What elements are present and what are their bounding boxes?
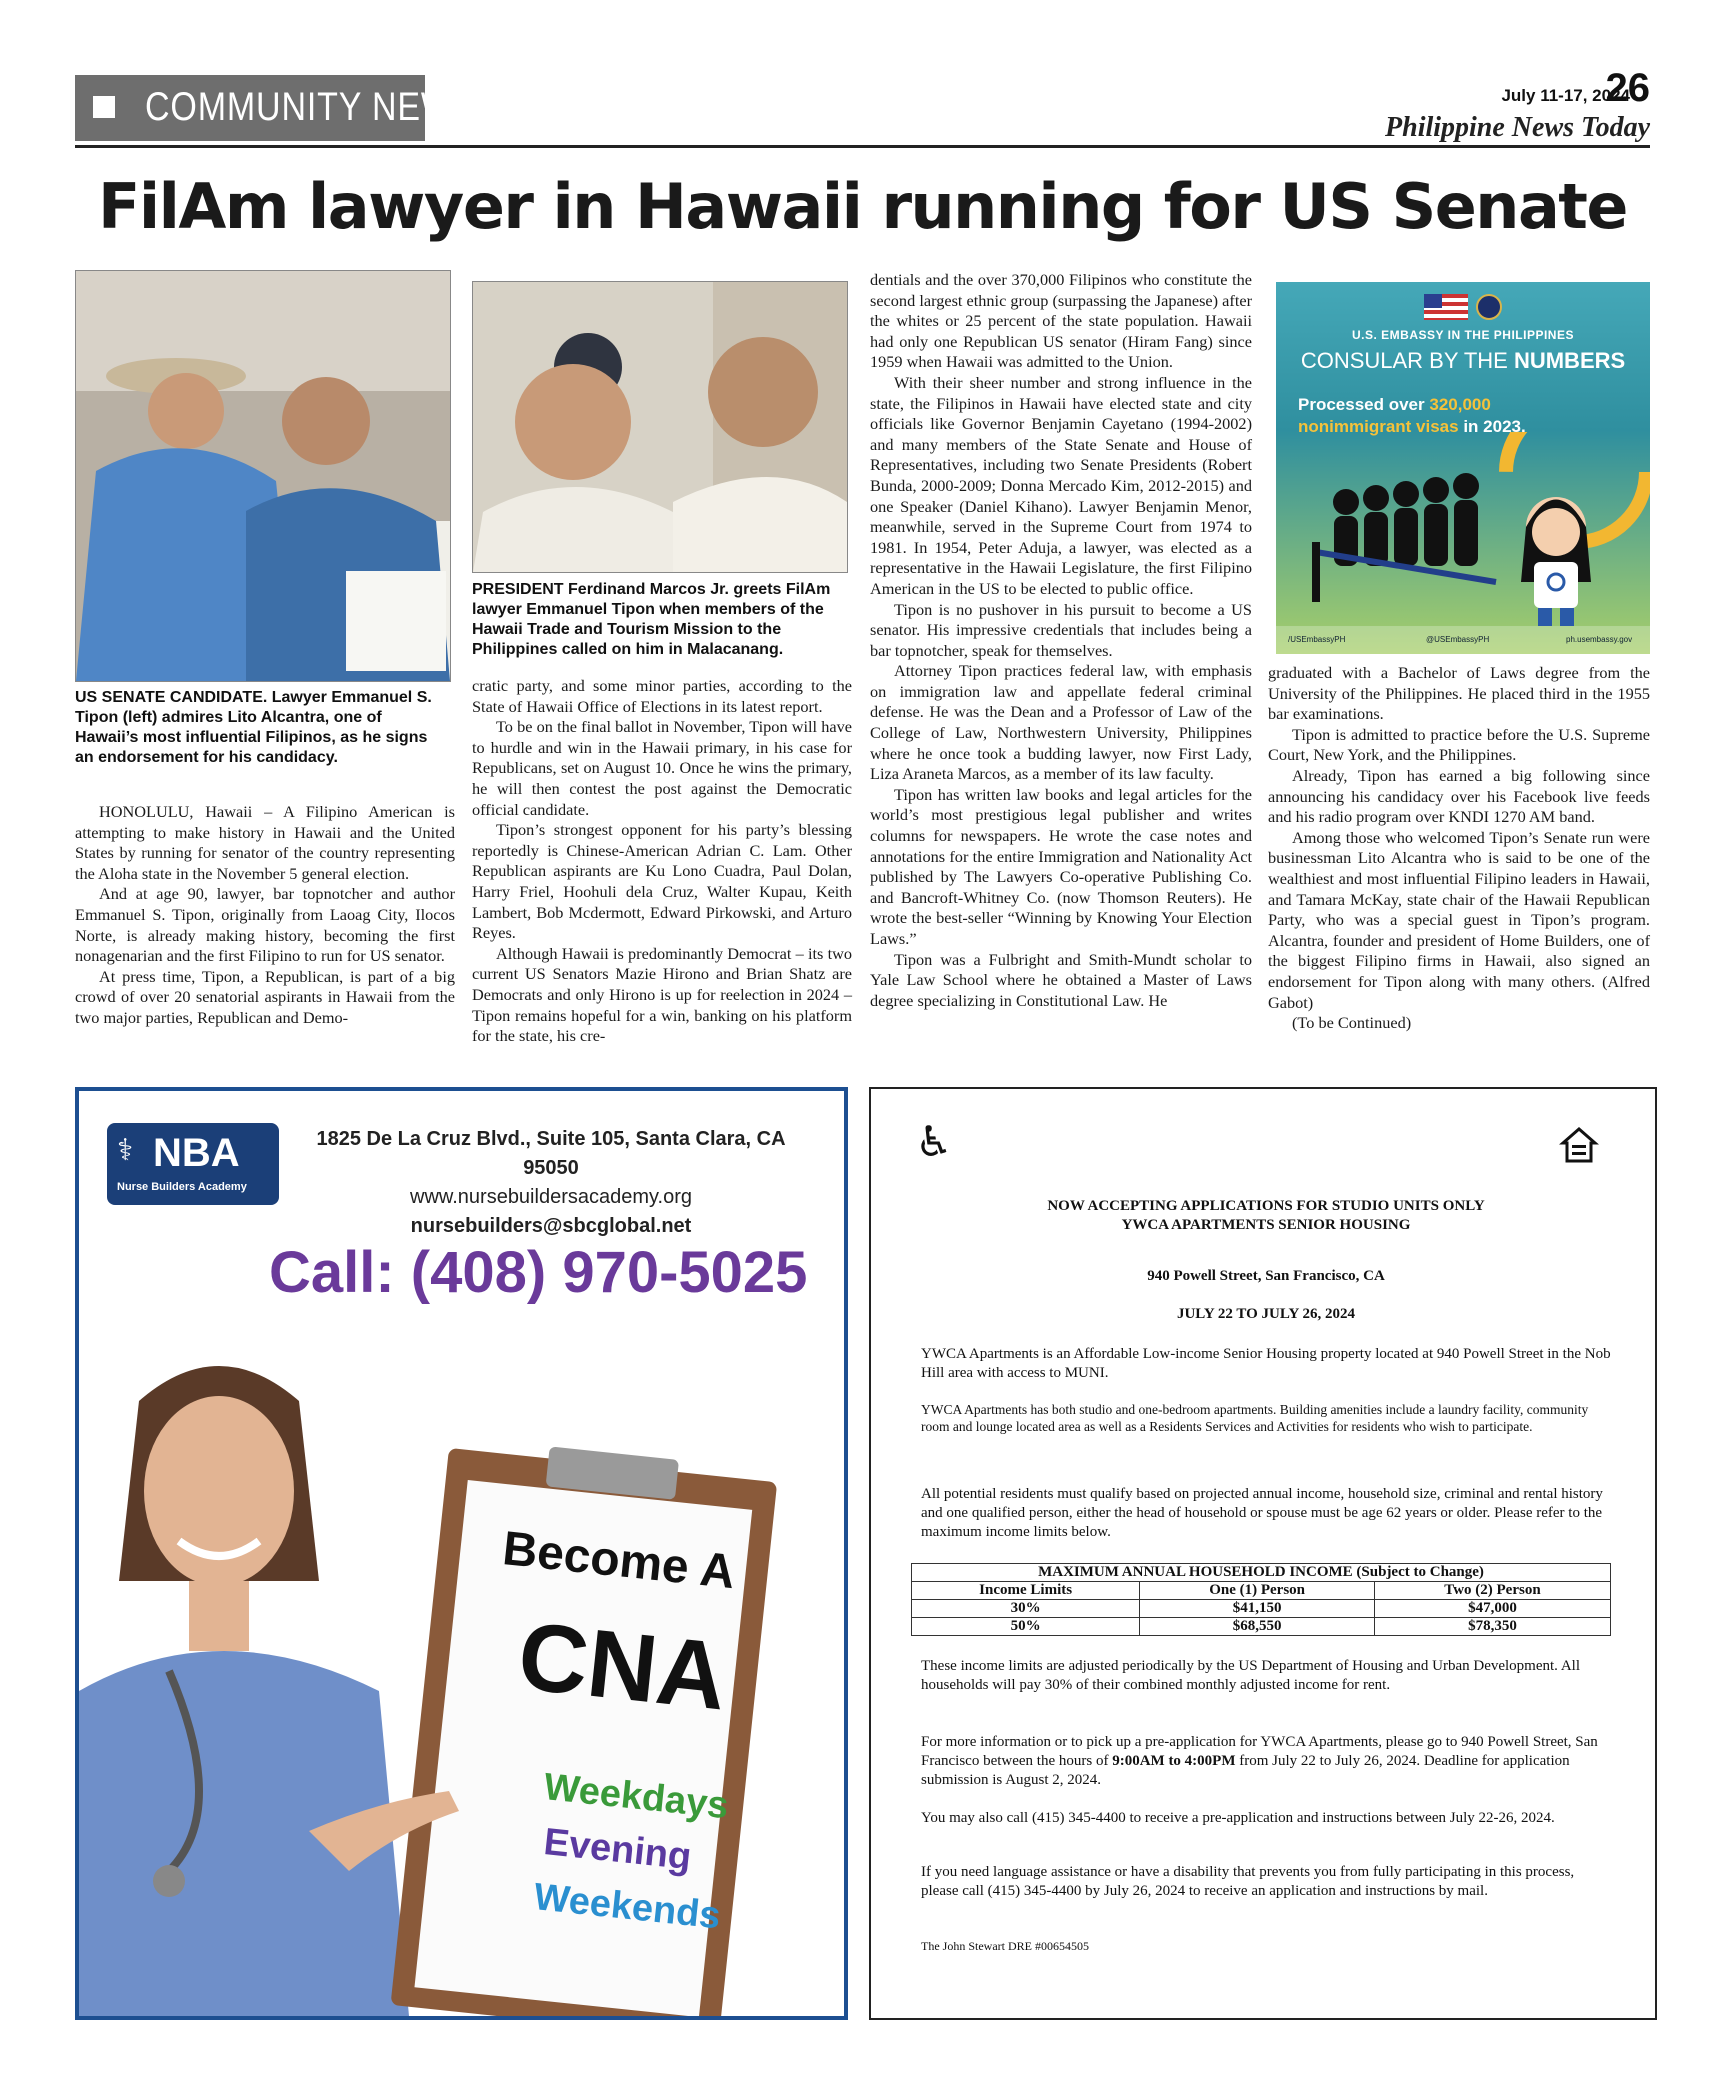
ywca-footer: The John Stewart DRE #00654505 <box>921 1939 1089 1953</box>
ywca-advertisement <box>869 1087 1657 2020</box>
caption-photo2: PRESIDENT Ferdinand Marcos Jr. greets FilAm lawyer Emmanuel Tipon when members of the Hawaii Trade and Tourism Mission to the Philippines called on him in Malacanang. <box>472 581 831 658</box>
ywca-head2: YWCA APARTMENTS SENIOR HOUSING <box>1121 1217 1411 1233</box>
table-cell: $68,550 <box>1140 1618 1375 1636</box>
income-table-title: MAXIMUM ANNUAL HOUSEHOLD INCOME (Subject to Change) <box>912 1564 1611 1582</box>
article-column-2 <box>472 676 852 1047</box>
section-title: COMMUNITY NEWS <box>145 85 478 129</box>
headline: FilAm lawyer in Hawaii running for US Senate <box>98 170 1627 243</box>
table-cell: 50% <box>912 1618 1140 1636</box>
embassy-stat-a: Processed over <box>1298 395 1430 414</box>
photo-candidate-signing-image <box>76 271 450 681</box>
photo-marcos-greeting-image <box>473 282 847 572</box>
paragraph: Although Hawaii is predominantly Democrat – its two current US Senators Mazie Hirono and Brian Shatz are Democrats and only Hirono is up for reelection in 2024 – Tipon remains hopeful for a win, banking on his platform for the state, his cre- <box>472 943 852 1046</box>
table-cell: $41,150 <box>1140 1600 1375 1618</box>
table-cell: 30% <box>912 1600 1140 1618</box>
instagram-handle: @USEmbassyPH <box>1426 635 1490 644</box>
paragraph: graduated with a Bachelor of Laws degree from the University of the Philippines. He placed third in the 1955 bar examinations. <box>1268 663 1650 724</box>
nba-advertisement <box>75 1087 848 2020</box>
ywca-header <box>921 1197 1611 1235</box>
ywca-p4: These income limits are adjusted periodically by the US Department of Housing and Urban Development. All households will pay 30% of their combined monthly adjusted income for rent. <box>921 1658 1581 1693</box>
nba-address: 1825 De La Cruz Blvd., Suite 105, Santa Clara, CA 95050 <box>316 1128 786 1179</box>
embassy-footer <box>1276 626 1650 654</box>
caduceus-icon: ⚕ <box>117 1134 134 1167</box>
embassy-title-b: NUMBERS <box>1513 348 1626 373</box>
header-rule <box>75 145 1650 148</box>
clipboard-cna: CNA <box>513 1602 732 1731</box>
ywca-p1: YWCA Apartments is an Affordable Low-income Senior Housing property located at 940 Powell Street in the Nob Hill area with access to MUNI. <box>921 1346 1611 1381</box>
paragraph: At press time, Tipon, a Republican, is part of a big crowd of over 20 senatorial aspirants in Hawaii from the two major parties, Republican and Demo- <box>75 966 455 1027</box>
clipboard-become: Become A <box>500 1522 738 1600</box>
nba-logo-subtitle: Nurse Builders Academy <box>117 1181 247 1193</box>
photo-marcos-greeting <box>472 281 848 573</box>
nurse-illustration <box>79 1311 844 2016</box>
paragraph: cratic party, and some minor parties, according to the State of Hawaii Office of Elections in its latest report. <box>472 676 852 716</box>
queue-illustration <box>1276 432 1650 626</box>
paragraph: Tipon’s strongest opponent for his party’s blessing reportedly is Chinese-American Adrian C. Lam. Other Republican aspirants are Ku Lono Cuadra, Paul Dolan, Harry Friel, Hoohuli dela Cruz, Walter Kupau, Keith Lambert, Bob Mcdermott, Edward Pirkowski, and Arturo Reyes. <box>472 820 852 943</box>
embassy-org: U.S. EMBASSY IN THE PHILIPPINES <box>1352 328 1574 342</box>
paragraph: Already, Tipon has earned a big following since announcing his candidacy over his Facebook live feeds and his radio program over KNDI 1270 AM band. <box>1268 765 1650 827</box>
paragraph: To be on the final ballot in November, Tipon will have to hurdle and win in the Hawaii primary, in his case for Republicans, set on August 10. Once he wins the primary, he will then contest the post against the Democratic official candidate. <box>472 717 852 819</box>
photo-candidate-signing <box>75 270 451 682</box>
embassy-title <box>1276 348 1650 374</box>
embassy-seal-icon <box>1476 294 1502 320</box>
embassy-stat-c: nonimmigrant visas <box>1298 417 1459 436</box>
paragraph: Among those who welcomed Tipon’s Senate run were businessman Lito Alcantra who is said to be one of the wealthiest and most influential Filipino leaders in Hawaii, and Tamara McKay, state chair of the Hawaii Republican Party, who was a special guest in Tipon’s program. Alcantra, founder and president of Home Builders, one of the biggest Filipino firms in Hawaii, also signed an endorsement for Tipon along with many others. (Alfred Gabot) <box>1268 827 1650 1012</box>
page-number: 26 <box>1605 66 1650 110</box>
ywca-p5-c: from July 22 to July 26, 2024. Deadline for application submission is August 2, 2024. <box>921 1753 1570 1788</box>
article-column-1 <box>75 802 455 1029</box>
wheelchair-icon: ♿ <box>915 1117 953 1166</box>
embassy-infographic <box>1276 282 1650 654</box>
ywca-head1: NOW ACCEPTING APPLICATIONS FOR STUDIO UNITS ONLY <box>1047 1198 1485 1214</box>
ywca-p3: All potential residents must qualify based on projected annual income, household size, criminal and rental history and one qualified person, either the head of household or spouse must be age 62 years or older. Please refer to the maximum income limits below. <box>921 1486 1603 1540</box>
income-table <box>911 1563 1611 1636</box>
table-header: One (1) Person <box>1140 1582 1375 1600</box>
clipboard-evening: Evening <box>541 1821 694 1879</box>
clipboard-weekdays: Weekdays <box>541 1766 731 1828</box>
article-column-3 <box>870 270 1252 1011</box>
nba-logo-text: NBA <box>153 1131 240 1175</box>
ywca-p5 <box>921 1733 1611 1790</box>
ywca-hours: 9:00AM to 4:00PM <box>1112 1753 1236 1769</box>
paragraph: (To be Continued) <box>1292 1013 1412 1033</box>
ywca-p5-a: For more information or to pick up a pre-application for YWCA Apartments, please go to 940 Powell Street, San Francisco between the hours of <box>921 1734 1598 1769</box>
embassy-stat-d: in 2023. <box>1458 417 1526 436</box>
embassy-title-a: CONSULAR BY THE <box>1300 348 1514 373</box>
us-flag-icon <box>1424 294 1468 320</box>
nba-logo <box>107 1123 279 1205</box>
table-row <box>912 1600 1611 1618</box>
nba-contact <box>291 1125 811 1241</box>
table-header: Income Limits <box>912 1582 1140 1600</box>
section-label <box>75 75 478 141</box>
paragraph: Tipon is no pushover in his pursuit to become a US senator. His impressive credentials that includes being a bar topnotcher, speak for themselves. <box>870 599 1252 660</box>
ywca-p7: If you need language assistance or have a disability that prevents you from fully participating in this process, please call (415) 345-4400 by July 26, 2024 to receive an application and instructions by mail. <box>921 1864 1575 1899</box>
clipboard-weekends: Weekends <box>531 1876 723 1938</box>
facebook-handle: /USEmbassyPH <box>1288 635 1346 644</box>
table-header: Two (2) Person <box>1374 1582 1610 1600</box>
issue-date: July 11-17, 2024 <box>1501 86 1630 105</box>
paragraph: With their sheer number and strong influence in the state, the Filipinos in Hawaii have elected state and city officials like Governor Benjamin Cayetano (1994-2002) and many members of the State Senate and House of Representatives, including two Senate Presidents (Robert Bunda, 2000-2009; Donna Mercado Kim, 2012-2015) and one Speaker (Daniel Kihano). Lawyer Benjamin Menor, meanwhile, served in the Supreme Court from 1974 to 1981. In 1954, Peter Aduja, a lawyer, was elected as a representative in the Hawaii Legislature, the first Filipino American in the US to be elected to public office. <box>870 372 1252 598</box>
ywca-p2: YWCA Apartments has both studio and one-bedroom apartments. Building amenities include a laundry facility, community room and lounge located area as well as a Residents Services and Activities for residents who wish to participate. <box>921 1402 1589 1434</box>
article-column-4 <box>1268 663 1650 1034</box>
caption-photo1: US SENATE CANDIDATE. Lawyer Emmanuel S. Tipon (left) admires Lito Alcantra, one of Hawaii’s most influential Filipinos, as he signs an endorsement for his candidacy. <box>75 689 432 766</box>
nba-email[interactable]: nursebuilders@sbcglobal.net <box>410 1215 692 1237</box>
paragraph: Tipon has written law books and legal articles for the world’s most prestigious legal publisher and writes columns for newspapers. He wrote the case notes and annotations for the entire Immigration and Nationality Act published by The Lawyers Co-operative Publishing Co. and Bancroft-Whitney Co. (now Thomson Reuters). He wrote the best-seller “Winning by Knowing Your Election Laws.” <box>870 784 1252 948</box>
paragraph: And at age 90, lawyer, bar topnotcher and author Emmanuel S. Tipon, originally from Laoag City, Ilocos Norte, is already making history, becoming the first nonagenarian and the first Filipino to run for US senator. <box>75 884 455 966</box>
paragraph: dentials and the over 370,000 Filipinos who constitute the second largest ethnic group (surpassing the Japanese) after the whites or 25 percent of the state population. Hawaii had only one Republican US senator (Hiram Fang) since 1959 when Hawaii was admitted to the Union. <box>870 270 1252 372</box>
embassy-website: ph.usembassy.gov <box>1566 635 1633 644</box>
equal-housing-icon <box>1559 1125 1599 1165</box>
paragraph: Tipon was a Fulbright and Smith-Mundt scholar to Yale Law School where he obtained a Master of Laws degree specializing in Constitutional Law. He <box>870 949 1252 1010</box>
table-cell: $47,000 <box>1374 1600 1610 1618</box>
masthead: Philippine News Today <box>1385 112 1650 143</box>
embassy-stat-number: 320,000 <box>1429 395 1491 414</box>
table-cell: $78,350 <box>1374 1618 1610 1636</box>
paragraph: HONOLULU, Hawaii – A Filipino American is attempting to make history in Hawaii and the United States by running for senator of the country representing the Aloha state in the November 5 general election. <box>75 802 455 883</box>
income-table-wrap <box>911 1563 1611 1636</box>
ywca-address: 940 Powell Street, San Francisco, CA <box>1147 1268 1385 1284</box>
paragraph: Attorney Tipon practices federal law, with emphasis on immigration law and appellate federal criminal defense. He was the Dean and a Professor of Law of the College of Law, Northwestern University, Philippines where he once took a budding lawyer, now First Lady, Liza Araneta Marcos, as a member of its law faculty. <box>870 661 1252 784</box>
nba-phone[interactable]: Call: (408) 970-5025 <box>269 1240 808 1305</box>
ywca-dates: JULY 22 TO JULY 26, 2024 <box>1176 1306 1356 1322</box>
nba-website[interactable]: www.nursebuildersacademy.org <box>410 1186 692 1208</box>
section-square-icon <box>93 96 115 118</box>
paragraph: Tipon is admitted to practice before the U.S. Supreme Court, New York, and the Philippines. <box>1268 724 1650 765</box>
ywca-p6: You may also call (415) 345-4400 to receive a pre-application and instructions between July 22-26, 2024. <box>921 1810 1555 1826</box>
table-row <box>912 1618 1611 1636</box>
